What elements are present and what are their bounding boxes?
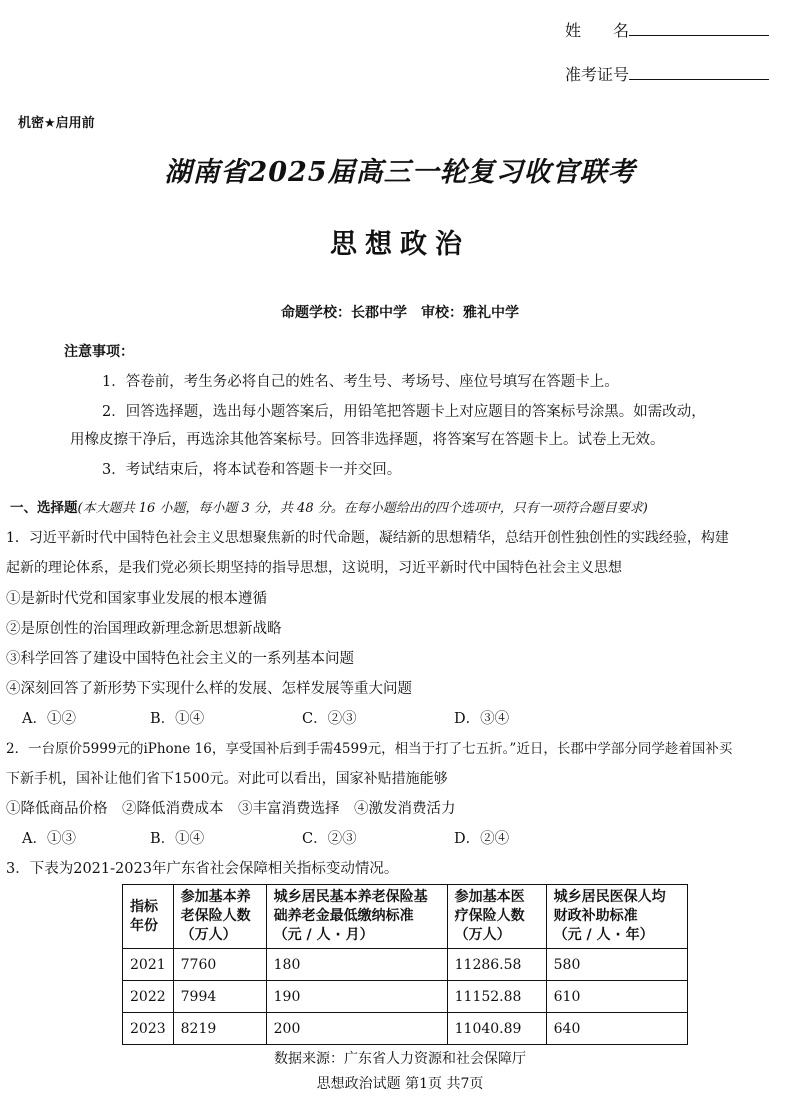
- question-2-option-b: B．①④: [150, 831, 205, 847]
- table-cell: 11040.89: [447, 1013, 546, 1045]
- setter-line: 命题学校：长郡中学 审校：雅礼中学: [281, 305, 519, 321]
- section-title: 一、选择题: [10, 500, 78, 516]
- table-cell: 11152.88: [447, 981, 546, 1013]
- table-cell: 7994: [173, 981, 266, 1013]
- table-cell: 2023: [123, 1013, 174, 1045]
- question-1-statement: ④深刻回答了新形势下实现什么样的发展、怎样发展等重大问题: [6, 681, 412, 697]
- table-cell: 180: [266, 949, 447, 981]
- question-2-line: 2．一台原价5999元的iPhone 16，享受国补后到手需4599元，相当于打了七五折。”近日，长郡中学部分同学趁着国补买: [6, 741, 733, 757]
- question-1-statement: ③科学回答了建设中国特色社会主义的一系列基本问题: [6, 651, 354, 667]
- name-label: 姓 名: [565, 21, 630, 40]
- exam-number-field: [565, 62, 769, 85]
- confidential-mark: 机密★启用前: [18, 116, 95, 131]
- question-1-option-c: C．②③: [302, 711, 357, 727]
- table-header-cell: 城乡居民基本养老保险基 础养老金最低缴纳标准 （元 / 人 · 月）: [266, 885, 447, 949]
- question-1-statement: ②是原创性的治国理政新理念新思想新战略: [6, 621, 282, 637]
- table-cell: 11286.58: [447, 949, 546, 981]
- table-cell: 7760: [173, 949, 266, 981]
- table-cell: 640: [546, 1013, 687, 1045]
- section-description: (本大题共 16 小题，每小题 3 分，共 48 分。在每小题给出的四个选项中，只有一项符合题目要求): [77, 501, 648, 516]
- table-cell: 8219: [173, 1013, 266, 1045]
- note-item: 1．答卷前，考生务必将自己的姓名、考生号、考场号、座位号填写在答题卡上。: [102, 374, 619, 390]
- table-cell: 190: [266, 981, 447, 1013]
- exam-number-label: 准考证号: [565, 65, 630, 84]
- table-source: 数据来源：广东省人力资源和社会保障厅: [274, 1051, 526, 1067]
- table-cell: 2021: [123, 949, 174, 981]
- note-item: 用橡皮擦干净后，再选涂其他答案标号。回答非选择题，将答案写在答题卡上。试卷上无效。: [70, 432, 665, 448]
- page-footer: 思想政治试题 第1页 共7页: [316, 1076, 484, 1092]
- exam-number-blank: [629, 79, 769, 80]
- question-2-option-d: D．②④: [454, 831, 510, 847]
- note-item: 2．回答选择题，选出每小题答案后，用铅笔把答题卡上对应题目的答案标号涂黑。如需改动，: [102, 404, 706, 420]
- question-2-option-c: C．②③: [302, 831, 357, 847]
- table-row: [123, 981, 688, 1013]
- table-header-cell: 参加基本养 老保险人数 （万人）: [173, 885, 266, 949]
- table-header-cell: 参加基本医 疗保险人数 （万人）: [447, 885, 546, 949]
- table-cell: 2022: [123, 981, 174, 1013]
- question-1-statement: ①是新时代党和国家事业发展的根本遵循: [6, 591, 267, 607]
- table-cell: 580: [546, 949, 687, 981]
- question-2-option-a: A．①③: [22, 831, 76, 847]
- subject-title: 思想政治: [330, 229, 470, 260]
- table-header-cell: 指标 年份: [123, 885, 174, 949]
- name-blank: [629, 35, 769, 36]
- table-cell: 200: [266, 1013, 447, 1045]
- question-1-line: 起新的理论体系，是我们党必须长期坚持的指导思想，这说明，习近平新时代中国特色社会主义思想: [6, 560, 622, 576]
- question-1-option-d: D．③④: [454, 711, 510, 727]
- social-security-table: [122, 884, 688, 1045]
- question-1-option-a: A．①②: [22, 711, 76, 727]
- table-row: [123, 1013, 688, 1045]
- table-row: [123, 949, 688, 981]
- question-1-line: 1．习近平新时代中国特色社会主义思想聚焦新的时代命题，凝结新的思想精华，总结开创性独创性的实践经验，构建: [6, 530, 729, 546]
- question-2-line: 下新手机，国补让他们省下1500元。对此可以看出，国家补贴措施能够: [6, 771, 448, 787]
- notes-title: 注意事项：: [64, 344, 134, 360]
- question-3-intro: 3．下表为2021-2023年广东省社会保障相关指标变动情况。: [6, 861, 399, 877]
- section-heading: [10, 496, 648, 516]
- question-2-statements: ①降低商品价格 ②降低消费成本 ③丰富消费选择 ④激发消费活力: [6, 801, 456, 817]
- note-item: 3．考试结束后，将本试卷和答题卡一并交回。: [102, 462, 402, 478]
- question-1-option-b: B．①④: [150, 711, 205, 727]
- table-cell: 610: [546, 981, 687, 1013]
- table-header-cell: 城乡居民医保人均 财政补助标准 （元 / 人 · 年）: [546, 885, 687, 949]
- table-header-row: [123, 885, 688, 949]
- exam-title: 湖南省2025届高三一轮复习收官联考: [164, 157, 636, 188]
- name-field: [565, 18, 769, 41]
